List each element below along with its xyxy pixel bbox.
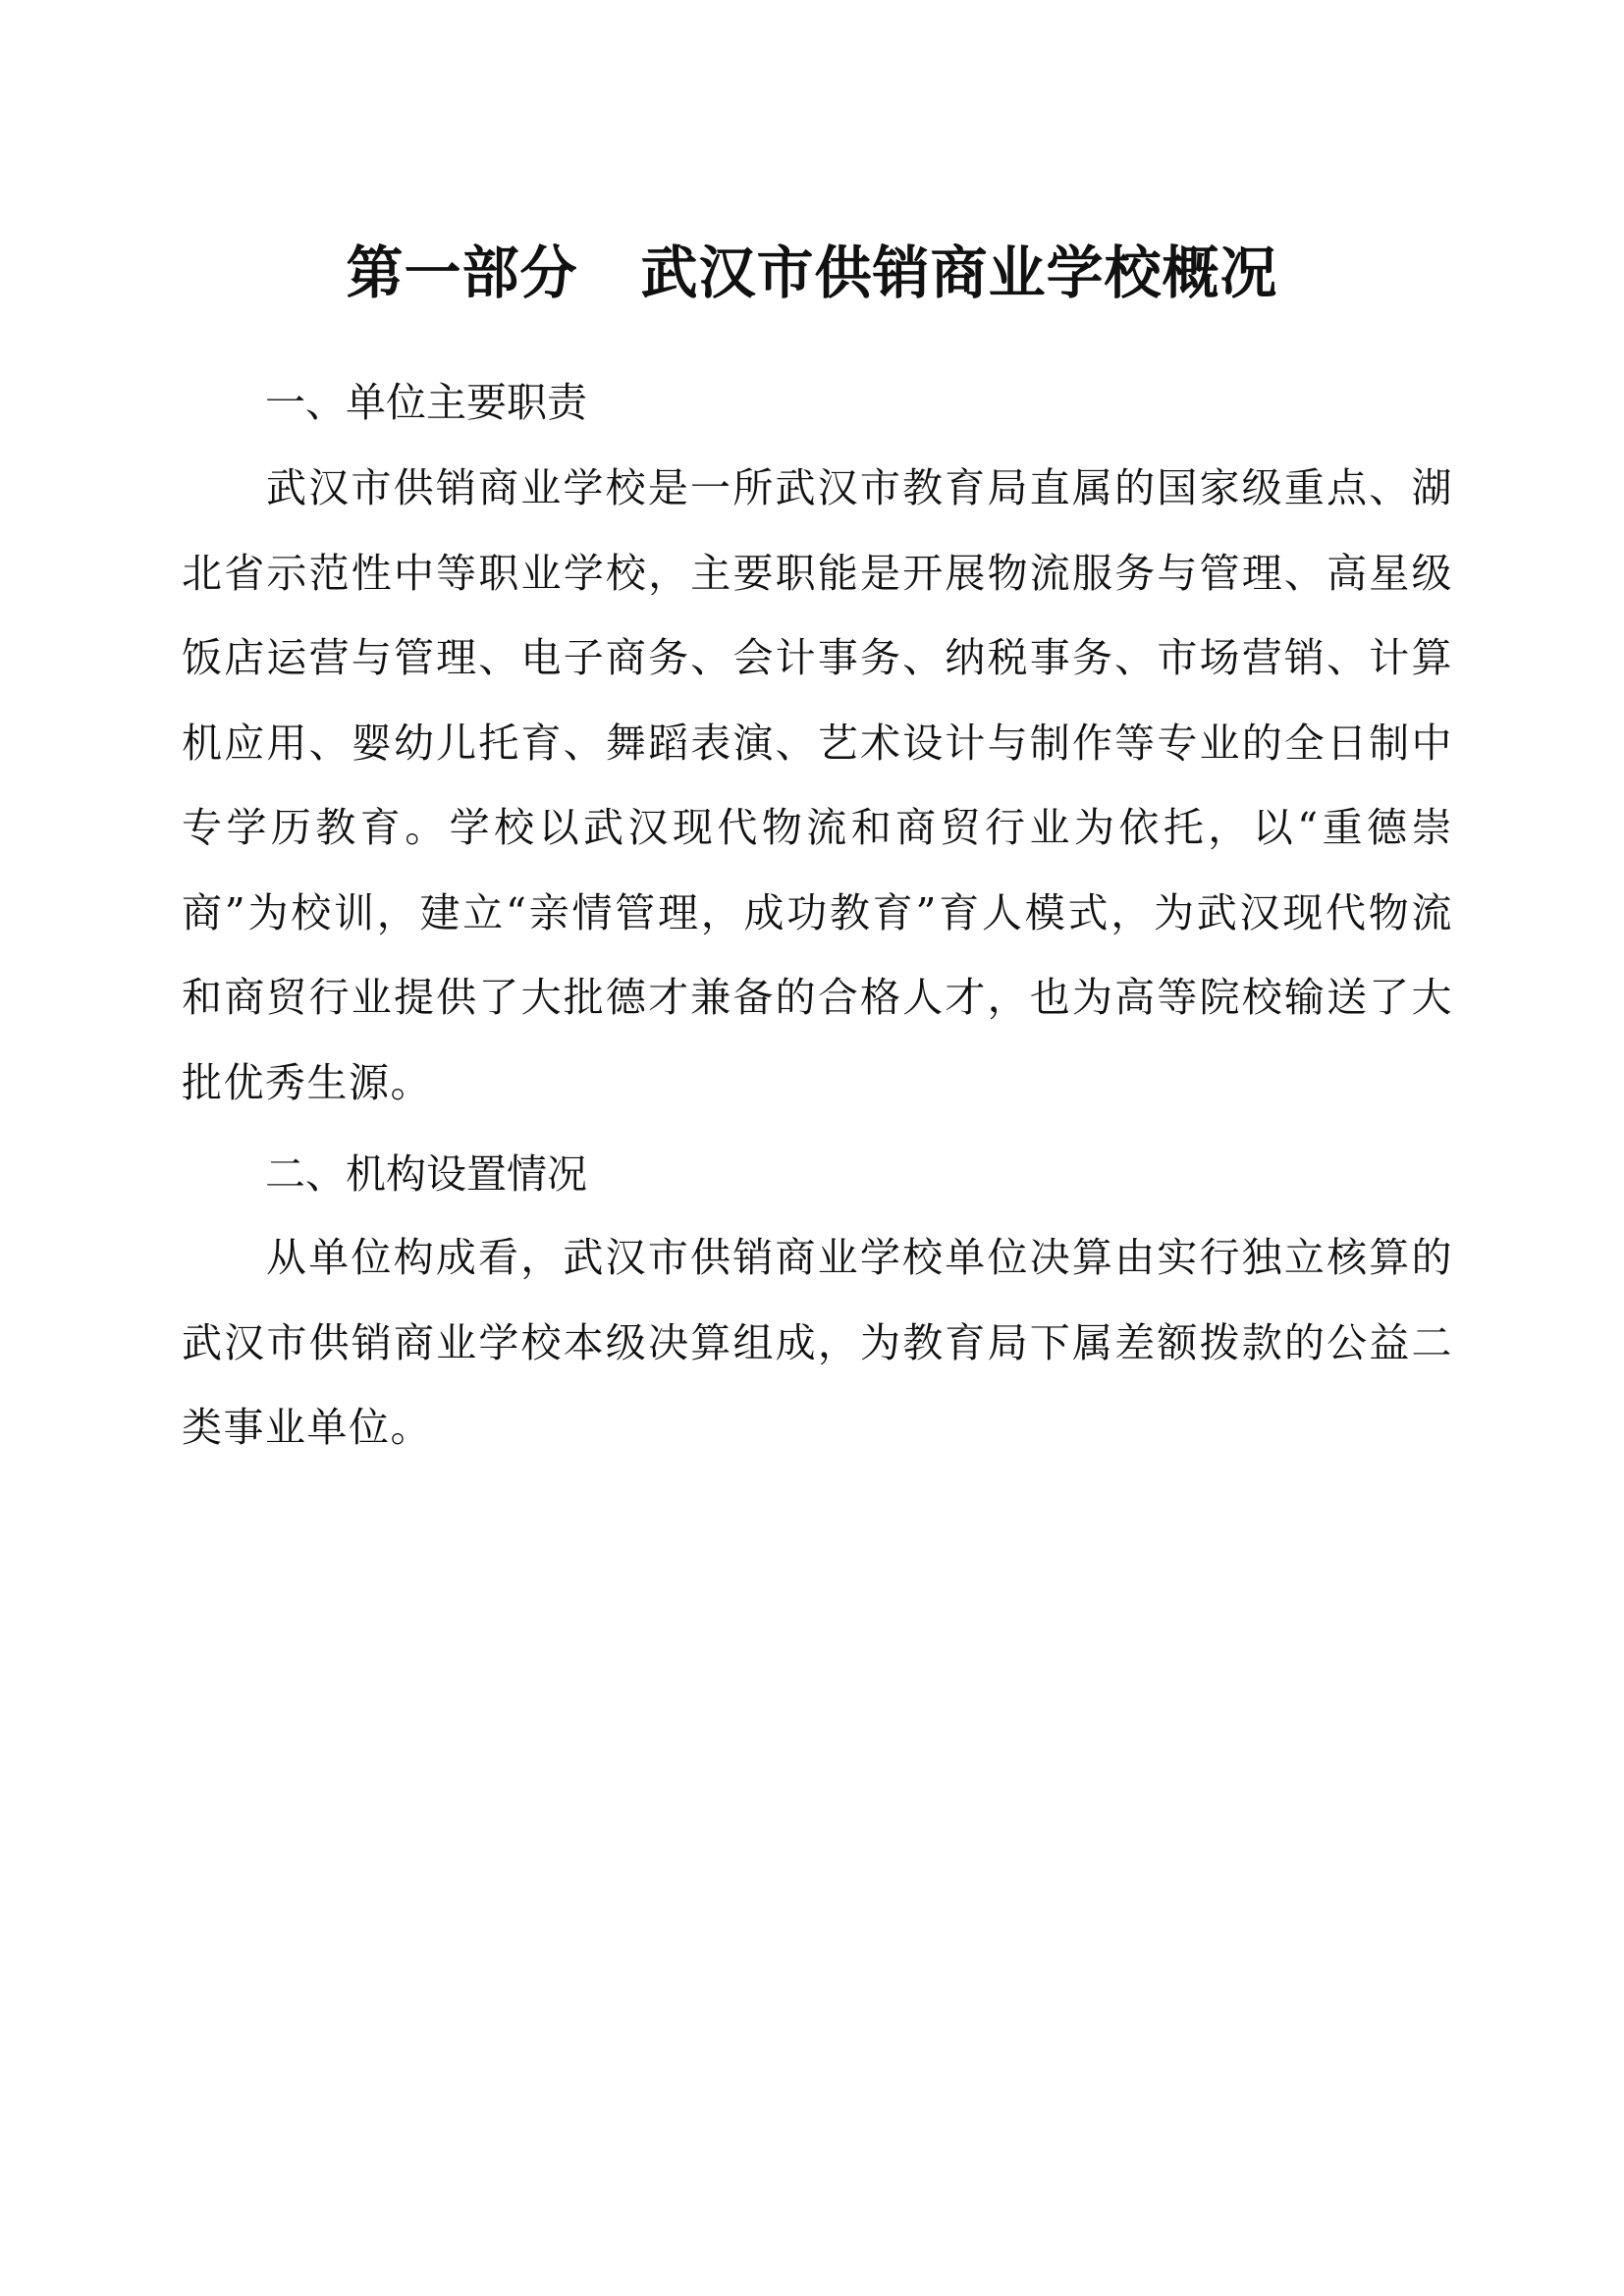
section-heading-organization: 二、机构设置情况	[265, 1150, 587, 1198]
section-paragraph-organization: 从单位构成看，武汉市供销商业学校单位决算由实行独立核算的武汉市供销商业学校本级决算组成，为教育局下属差额拨款的公益二类事业单位。	[182, 1234, 1453, 1451]
page-title	[0, 234, 1624, 312]
page-title-part: 第一部分	[346, 240, 578, 306]
section-heading-responsibilities: 一、单位主要职责	[265, 379, 587, 426]
page-title-main: 武汉市供销商业学校概况	[640, 240, 1278, 306]
section-paragraph-responsibilities: 武汉市供销商业学校是一所武汉市教育局直属的国家级重点、湖北省示范性中等职业学校，主要职能是开展物流服务与管理、高星级饭店运营与管理、电子商务、会计事务、纳税事务、市场营销、计算机应用、婴幼儿托育、舞蹈表演、艺术设计与制作等专业的全日制中专学历教育。学校以武汉现代物流和商贸行业为依托，以“重德崇商”为校训，建立“亲情管理，成功教育”育人模式，为武汉现代物流和商贸行业提供了大批德才兼备的合格人才，也为高等院校输送了大批优秀生源。	[182, 464, 1453, 1106]
